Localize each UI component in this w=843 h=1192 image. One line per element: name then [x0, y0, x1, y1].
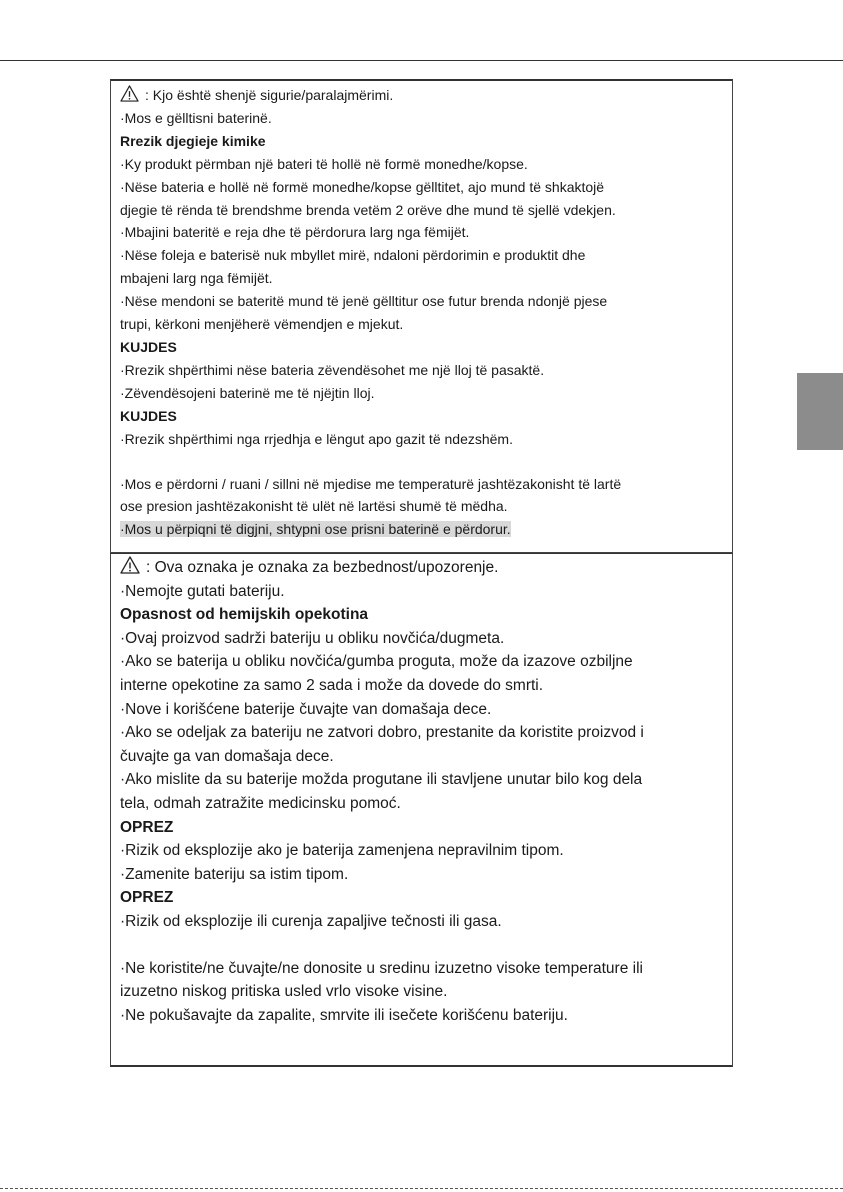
- warning-panel-albanian: [110, 79, 733, 553]
- section-heading: [120, 816, 724, 840]
- line-text: ·Ne koristite/ne čuvajte/ne donosite u sredinu izuzetno visoke temperature ili: [120, 959, 643, 977]
- text-line: [120, 267, 724, 290]
- line-text: ·Ovaj proizvod sadrži bateriju u obliku novčića/dugmeta.: [120, 629, 505, 647]
- line-text: ·Nemojte gutati bateriju.: [120, 582, 285, 600]
- header-rule: [0, 60, 843, 61]
- text-line: [120, 980, 724, 1004]
- text-line: [120, 698, 724, 722]
- section-heading: [120, 405, 724, 428]
- line-text: ·Zëvendësojeni baterinë me të njëjtin lloj.: [120, 384, 375, 401]
- text-line: [120, 313, 724, 336]
- line-text: ·Rrezik shpërthimi nga rrjedhja e lëngut apo gazit të ndezshëm.: [120, 430, 513, 447]
- section-heading: [120, 886, 724, 910]
- line-text: ·Zamenite bateriju sa istim tipom.: [120, 865, 349, 883]
- line-text: ·Nëse mendoni se bateritë mund të jenë gëlltitur ose futur brenda ndonjë pjese: [120, 293, 608, 310]
- text-line: [120, 1004, 724, 1028]
- blank-line: [120, 451, 724, 473]
- line-text: Opasnost od hemijskih opekotina: [120, 606, 369, 624]
- text-line: [120, 107, 724, 130]
- line-text: ·Nove i korišćene baterije čuvajte van domašaja dece.: [120, 700, 492, 718]
- line-text: interne opekotine za samo 2 sada i može da dovede do smrti.: [120, 676, 544, 694]
- line-text: ·Rrezik shpërthimi nëse bateria zëvendësohet me një lloj të pasaktë.: [120, 361, 545, 378]
- line-text: mbajeni larg nga fëmijët.: [120, 270, 273, 287]
- text-line: [120, 290, 724, 313]
- text-line: [120, 473, 724, 496]
- text-line: [120, 244, 724, 267]
- line-text: trupi, kërkoni menjëherë vëmendjen e mjekut.: [120, 316, 404, 333]
- text-line: [120, 863, 724, 887]
- section-tab-marker: [797, 373, 843, 450]
- section-heading: [120, 603, 724, 627]
- line-text: tela, odmah zatražite medicinsku pomoć.: [120, 794, 401, 812]
- text-line: [120, 910, 724, 934]
- text-line: [120, 382, 724, 405]
- line-text: : Kjo është shenjë sigurie/paralajmërimi.: [145, 87, 394, 103]
- section-heading: [120, 130, 724, 153]
- line-text: čuvajte ga van domašaja dece.: [120, 747, 334, 765]
- line-text: ·Rizik od eksplozije ako je baterija zamenjena nepravilnim tipom.: [120, 842, 564, 860]
- text-line: [120, 768, 724, 792]
- text-line: [120, 176, 724, 199]
- text-line: [120, 792, 724, 816]
- line-text: ·Mos e gëlltisni baterinë.: [120, 109, 272, 126]
- line-text: ·Nëse bateria e hollë në formë monedhe/kopse gëlltitet, ajo mund të shkaktojë: [120, 178, 605, 195]
- line-text: ·Mos e përdorni / ruani / sillni në mjedise me temperaturë jashtëzakonisht të lartë: [120, 475, 622, 492]
- footer-dashed-rule: [0, 1188, 843, 1189]
- line-text: izuzetno niskog pritiska usled vrlo visoke visine.: [120, 983, 448, 1001]
- line-text: KUJDES: [120, 407, 177, 424]
- text-line: [120, 359, 724, 382]
- line-text: ·Ky produkt përmban një bateri të hollë në formë monedhe/kopse.: [120, 155, 528, 172]
- text-line: [120, 495, 724, 518]
- line-text: ose presion jashtëzakonisht të ulët në lartësi shumë të mëdha.: [120, 498, 508, 515]
- text-line: [120, 580, 724, 604]
- text-line: [120, 957, 724, 981]
- line-text: KUJDES: [120, 338, 177, 355]
- line-text: Rrezik djegieje kimike: [120, 132, 266, 149]
- text-line: [120, 745, 724, 769]
- text-line: [120, 153, 724, 176]
- text-line: [120, 650, 724, 674]
- line-text: : Ova oznaka je oznaka za bezbednost/upozorenje.: [146, 559, 499, 576]
- line-text: djegie të rënda të brendshme brenda vetëm 2 orëve dhe mund të sjellë vdekjen.: [120, 201, 616, 218]
- line-text: ·Ako se odeljak za bateriju ne zatvori dobro, prestanite da koristite proizvod i: [120, 724, 644, 742]
- text-line: [120, 221, 724, 244]
- warning-line: [120, 84, 724, 107]
- line-text: OPREZ: [120, 889, 174, 907]
- line-text: ·Ako mislite da su baterije možda progutane ili stavljene unutar bilo kog dela: [120, 771, 643, 789]
- section-heading: [120, 336, 724, 359]
- warning-triangle-icon: [120, 85, 139, 102]
- line-text: ·Ako se baterija u obliku novčića/gumba proguta, može da izazove ozbiljne: [120, 653, 633, 671]
- warning-line: [120, 556, 724, 580]
- text-line: [120, 839, 724, 863]
- warning-triangle-icon: [120, 556, 140, 574]
- line-text: OPREZ: [120, 818, 174, 836]
- text-line: [120, 199, 724, 222]
- line-text: ·Nëse foleja e baterisë nuk mbyllet mirë, ndaloni përdorimin e produktit dhe: [120, 247, 586, 264]
- line-text: ·Ne pokušavajte da zapalite, smrvite ili isečete korišćenu bateriju.: [120, 1006, 568, 1024]
- line-text: ·Mbajini bateritë e reja dhe të përdorura larg nga fëmijët.: [120, 224, 470, 241]
- text-line: [120, 721, 724, 745]
- blank-line: [120, 934, 724, 957]
- text-line: [120, 627, 724, 651]
- text-line: [120, 428, 724, 451]
- text-line: [120, 674, 724, 698]
- text-line: [120, 518, 724, 541]
- line-text: ·Rizik od eksplozije ili curenja zapaljive tečnosti ili gasa.: [120, 912, 502, 930]
- warning-panel-serbian: [110, 553, 733, 1067]
- line-text: ·Mos u përpiqni të digjni, shtypni ose prisni baterinë e përdorur.: [120, 521, 511, 538]
